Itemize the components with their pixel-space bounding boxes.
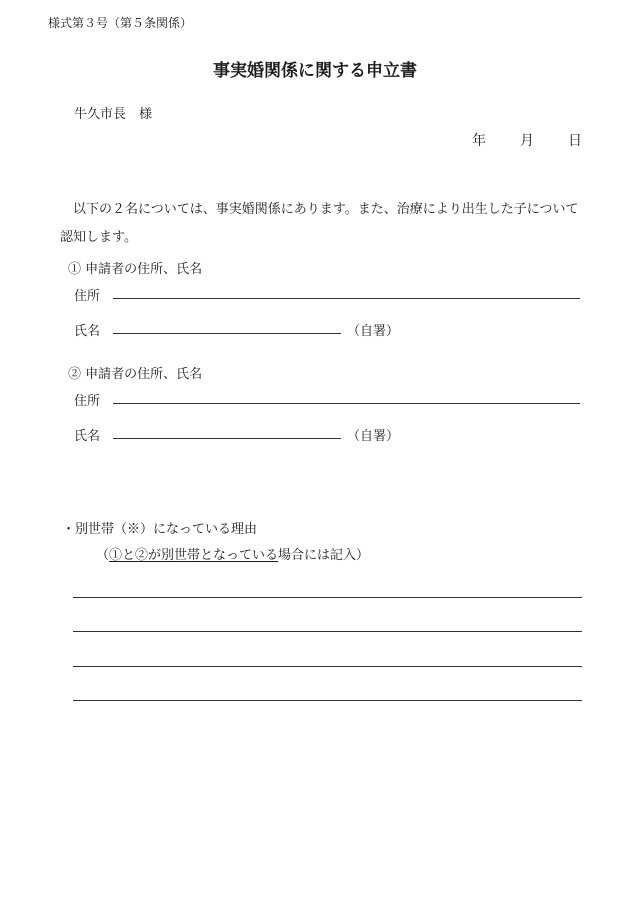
applicant-2-signature-note: （自署）	[347, 429, 400, 444]
applicant-1-name-label: 氏名	[74, 324, 101, 339]
reason-line-2[interactable]	[73, 631, 582, 632]
reason-heading: ・別世帯（※）になっている理由	[62, 522, 258, 537]
applicant-1-name-field[interactable]	[113, 333, 341, 334]
reason-line-1[interactable]	[73, 597, 582, 598]
applicant-1-address-label: 住所	[74, 289, 101, 304]
applicant-2-address-field[interactable]	[113, 403, 580, 404]
applicant-1-heading: ① 申請者の住所、氏名	[68, 262, 203, 277]
reason-note-underlined: ①と②が別世帯となっている	[109, 548, 279, 563]
form-number: 様式第３号（第５条関係）	[48, 16, 193, 30]
applicant-1-address-field[interactable]	[113, 298, 580, 299]
applicant-2-name-label: 氏名	[74, 429, 101, 444]
applicant-2-address-label: 住所	[74, 394, 101, 409]
applicant-2-heading: ② 申請者の住所、氏名	[68, 367, 203, 382]
reason-note	[96, 544, 369, 563]
applicant-1-signature-note: （自署）	[347, 324, 400, 339]
reason-note-open: （	[96, 548, 110, 563]
reason-note-rest: 場合には記入）	[278, 548, 370, 563]
addressee: 牛久市長 様	[74, 107, 153, 122]
date-year-label: 年	[472, 133, 486, 149]
date-line	[472, 130, 582, 150]
reason-line-3[interactable]	[73, 666, 582, 667]
page-title: 事実婚関係に関する申立書	[213, 61, 417, 81]
applicant-2-name-field[interactable]	[113, 438, 341, 439]
date-month-label: 月	[520, 133, 534, 149]
statement-text: 以下の２名については、事実婚関係にあります。また、治療により出生した子について認知します。	[60, 202, 579, 245]
reason-line-4[interactable]	[73, 700, 582, 701]
date-day-label: 日	[568, 133, 582, 149]
